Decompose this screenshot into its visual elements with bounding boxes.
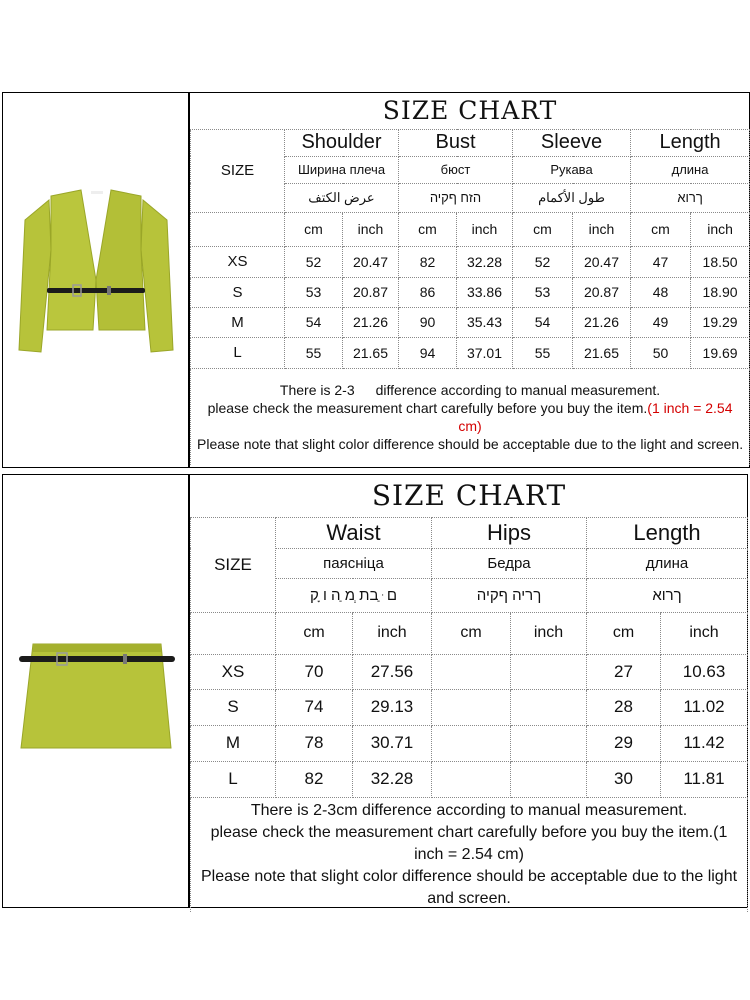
jacket-col-sleeve-ar: طول الأكمام (513, 183, 631, 212)
table-cell: 11.42 (661, 725, 748, 761)
table-cell: 21.65 (343, 337, 399, 368)
unit-inch: inch (661, 612, 748, 654)
table-cell: 21.26 (343, 307, 399, 337)
jacket-size-header: SIZE (191, 129, 285, 212)
unit-cm: cm (513, 212, 573, 246)
table-cell: 52 (285, 246, 343, 277)
table-cell: 20.47 (343, 246, 399, 277)
jacket-col-sleeve-ru: Рукава (513, 156, 631, 183)
jacket-row-xs (191, 246, 750, 277)
skirt-note-line2: please check the measurement chart carefully before you buy the item.(1 inch = 2.54 cm) (210, 823, 728, 863)
size-label: XS (191, 246, 285, 277)
table-cell (432, 761, 511, 797)
table-cell (432, 725, 511, 761)
table-cell: 35.43 (457, 307, 513, 337)
table-cell (511, 761, 587, 797)
table-cell (511, 725, 587, 761)
table-cell: 18.90 (691, 277, 750, 307)
table-cell: 20.87 (343, 277, 399, 307)
skirt-note (191, 797, 748, 912)
unit-inch: inch (343, 212, 399, 246)
size-label: S (191, 689, 276, 725)
table-cell: 27 (587, 654, 661, 689)
table-cell: 47 (631, 246, 691, 277)
size-label: M (191, 307, 285, 337)
jacket-note-line2-text: please check the measurement chart carefully before you buy the item. (207, 399, 648, 416)
table-cell: 50 (631, 337, 691, 368)
jacket-note-inch-conversion: (1 inch = 2.54 cm) (458, 399, 733, 434)
table-cell: 94 (399, 337, 457, 368)
table-cell: 53 (513, 277, 573, 307)
jacket-col-sleeve: Sleeve (513, 129, 631, 156)
table-cell: 52 (513, 246, 573, 277)
jacket-col-bust-he: הזח ףקיה (399, 183, 513, 212)
jacket-note-line2 (197, 399, 743, 435)
jacket-note (191, 368, 750, 465)
unit-inch: inch (511, 612, 587, 654)
jacket-chart-title: SIZE CHART (191, 93, 750, 129)
jacket-col-bust-ru: бюст (399, 156, 513, 183)
jacket-col-bust: Bust (399, 129, 513, 156)
table-cell: 20.87 (573, 277, 631, 307)
table-cell: 32.28 (457, 246, 513, 277)
table-cell: 29.13 (353, 689, 432, 725)
size-label: M (191, 725, 276, 761)
table-cell: 78 (276, 725, 353, 761)
table-cell: 74 (276, 689, 353, 725)
table-cell: 28 (587, 689, 661, 725)
skirt-image-panel (2, 474, 189, 908)
size-label: L (191, 337, 285, 368)
jacket-illustration (11, 180, 181, 380)
unit-inch: inch (573, 212, 631, 246)
table-cell: 54 (513, 307, 573, 337)
table-cell: 20.47 (573, 246, 631, 277)
table-cell: 54 (285, 307, 343, 337)
table-cell: 19.69 (691, 337, 750, 368)
skirt-col-hips: Hips (432, 517, 587, 548)
skirt-row-s (191, 689, 748, 725)
table-cell: 32.28 (353, 761, 432, 797)
jacket-row-m (191, 307, 750, 337)
unit-cm: cm (285, 212, 343, 246)
unit-cm: cm (432, 612, 511, 654)
skirt-col-hips-ru: Бедра (432, 548, 587, 578)
table-cell: 19.29 (691, 307, 750, 337)
size-label: S (191, 277, 285, 307)
skirt-col-length-he: ךרוא (587, 578, 748, 612)
jacket-col-length-ru: длина (631, 156, 750, 183)
table-cell: 10.63 (661, 654, 748, 689)
table-cell: 11.02 (661, 689, 748, 725)
table-cell: 82 (276, 761, 353, 797)
skirt-col-hips-he: ךריה ףקיה (432, 578, 587, 612)
table-cell: 90 (399, 307, 457, 337)
unit-cm: cm (276, 612, 353, 654)
jacket-size-chart-panel (189, 92, 750, 468)
table-cell: 30.71 (353, 725, 432, 761)
size-label: L (191, 761, 276, 797)
unit-inch: inch (353, 612, 432, 654)
skirt-illustration (11, 626, 181, 756)
unit-cm: cm (399, 212, 457, 246)
unit-inch: inch (691, 212, 750, 246)
unit-cm: cm (587, 612, 661, 654)
skirt-col-waist-he: ם ּ ַבת ְמ ַה ו ָק (276, 578, 432, 612)
table-cell: 70 (276, 654, 353, 689)
skirt-row-l (191, 761, 748, 797)
table-cell: 27.56 (353, 654, 432, 689)
size-label: XS (191, 654, 276, 689)
jacket-col-shoulder: Shoulder (285, 129, 399, 156)
jacket-image-panel (2, 92, 189, 468)
skirt-size-header: SIZE (191, 517, 276, 612)
table-cell: 53 (285, 277, 343, 307)
table-cell: 21.65 (573, 337, 631, 368)
table-cell: 30 (587, 761, 661, 797)
jacket-row-s (191, 277, 750, 307)
table-cell: 21.26 (573, 307, 631, 337)
table-cell (432, 689, 511, 725)
skirt-note-line1: There is 2-3cm difference according to manual measurement. (250, 801, 688, 819)
table-cell: 37.01 (457, 337, 513, 368)
skirt-row-xs (191, 654, 748, 689)
jacket-col-length: Length (631, 129, 750, 156)
unit-inch: inch (457, 212, 513, 246)
table-cell (511, 689, 587, 725)
skirt-col-length: Length (587, 517, 748, 548)
table-cell: 33.86 (457, 277, 513, 307)
jacket-col-shoulder-ru: Ширина плеча (285, 156, 399, 183)
jacket-col-shoulder-ar: عرض الكتف (285, 183, 399, 212)
jacket-note-line3: Please note that slight color difference should be acceptable due to the light and screen. (197, 435, 744, 452)
skirt-col-waist: Waist (276, 517, 432, 548)
unit-cm: cm (631, 212, 691, 246)
skirt-col-waist-ru: паясніца (276, 548, 432, 578)
table-cell: 55 (513, 337, 573, 368)
table-cell: 49 (631, 307, 691, 337)
table-cell: 18.50 (691, 246, 750, 277)
skirt-size-chart-panel (189, 474, 748, 908)
table-cell: 48 (631, 277, 691, 307)
table-cell: 55 (285, 337, 343, 368)
jacket-size-table (190, 93, 750, 465)
table-cell (511, 654, 587, 689)
skirt-size-table (190, 475, 748, 912)
table-cell: 11.81 (661, 761, 748, 797)
skirt-col-length-ru: длина (587, 548, 748, 578)
skirt-note-line3: Please note that slight color difference should be acceptable due to the light and screen. (200, 867, 738, 907)
skirt-row-m (191, 725, 748, 761)
jacket-col-length-he: ךרוא (631, 183, 750, 212)
table-cell: 86 (399, 277, 457, 307)
table-cell (432, 654, 511, 689)
jacket-row-l (191, 337, 750, 368)
table-cell: 82 (399, 246, 457, 277)
skirt-chart-title: SIZE CHART (191, 475, 748, 517)
jacket-note-line1: There is 2-3 difference according to manual measurement. (279, 381, 661, 398)
table-cell: 29 (587, 725, 661, 761)
